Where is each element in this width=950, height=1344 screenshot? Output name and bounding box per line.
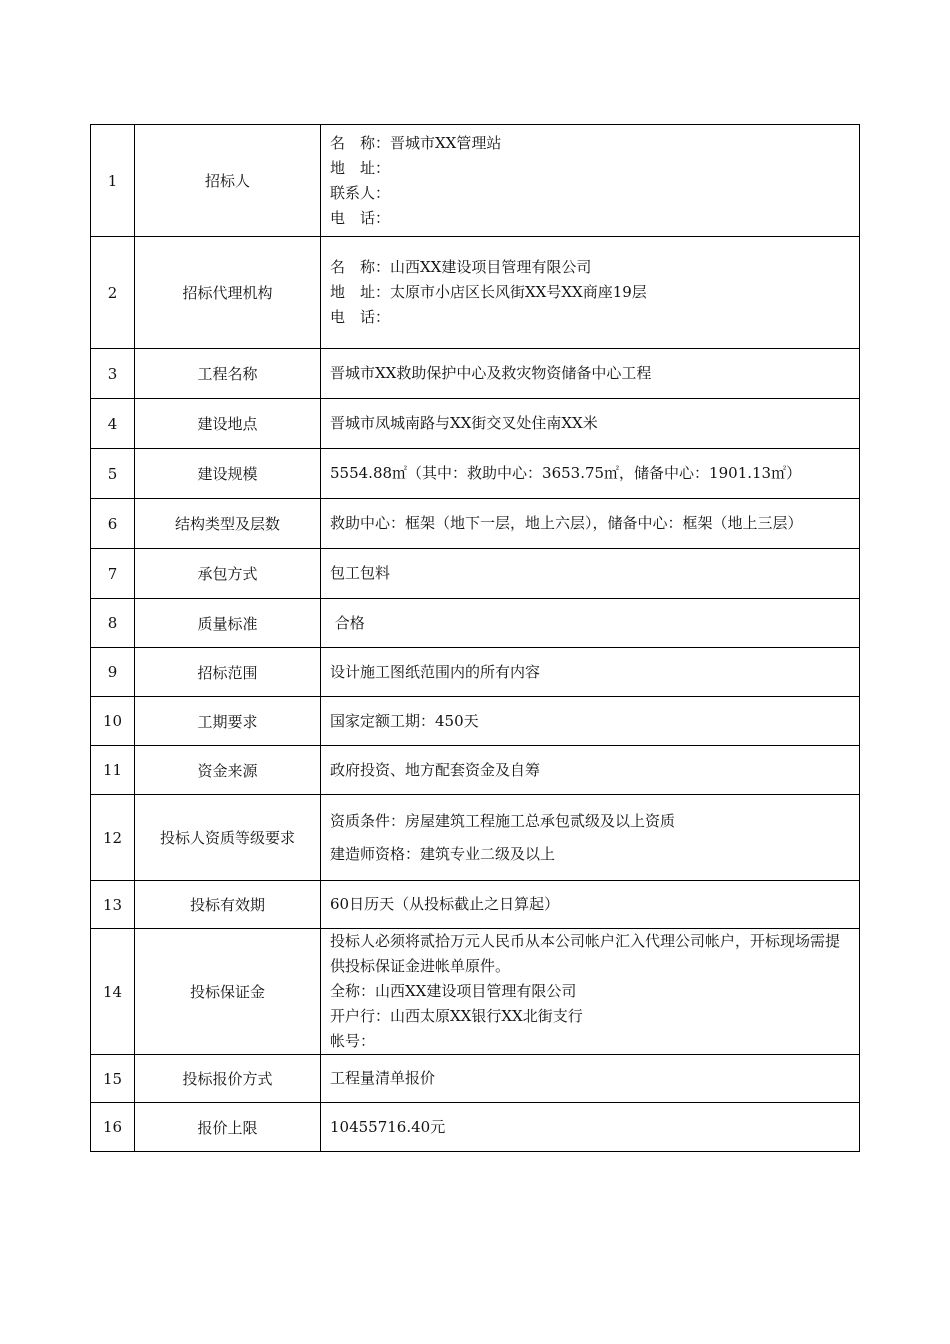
row-number: 4 bbox=[91, 399, 135, 449]
row-number: 13 bbox=[91, 881, 135, 929]
row-item: 工期要求 bbox=[135, 697, 321, 746]
content-line: 合格 bbox=[330, 613, 365, 632]
content-line: 电 话： bbox=[330, 308, 391, 326]
row-content bbox=[321, 349, 860, 399]
row-item: 投标人资质等级要求 bbox=[135, 795, 321, 881]
content-line: 晋城市凤城南路与XX街交叉处住南XX米 bbox=[330, 414, 598, 432]
content-line: 名 称：晋城市XX管理站 bbox=[330, 133, 502, 152]
row-content bbox=[321, 746, 860, 795]
row-number: 12 bbox=[91, 795, 135, 881]
row-item: 承包方式 bbox=[135, 549, 321, 599]
row-content bbox=[321, 449, 860, 499]
row-number: 10 bbox=[91, 697, 135, 746]
row-content bbox=[321, 1055, 860, 1103]
row-item: 质量标准 bbox=[135, 599, 321, 648]
table-row bbox=[91, 599, 860, 648]
row-content bbox=[321, 697, 860, 746]
content-line: 工程量清单报价 bbox=[330, 1069, 436, 1087]
table-row bbox=[91, 237, 860, 349]
row-content bbox=[321, 795, 860, 881]
row-number: 11 bbox=[91, 746, 135, 795]
row-number: 9 bbox=[91, 648, 135, 697]
table-row bbox=[91, 549, 860, 599]
row-content bbox=[321, 125, 860, 237]
content-line: 资质条件：房屋建筑工程施工总承包贰级及以上资质 bbox=[330, 811, 676, 830]
content-line: 名 称：山西XX建设项目管理有限公司 bbox=[330, 258, 592, 276]
content-line: 60日历天（从投标截止之日算起） bbox=[330, 895, 560, 913]
row-content bbox=[321, 1103, 860, 1152]
table-row bbox=[91, 1055, 860, 1103]
row-item: 资金来源 bbox=[135, 746, 321, 795]
row-number: 14 bbox=[91, 929, 135, 1055]
table-row bbox=[91, 449, 860, 499]
row-content bbox=[321, 599, 860, 648]
row-item: 投标有效期 bbox=[135, 881, 321, 929]
content-line: 包工包料 bbox=[330, 564, 391, 582]
content-line: 全称：山西XX建设项目管理有限公司 bbox=[330, 982, 577, 1000]
table-row bbox=[91, 125, 860, 237]
content-line: 晋城市XX救助保护中心及救灾物资储备中心工程 bbox=[330, 364, 652, 382]
row-item: 投标保证金 bbox=[135, 929, 321, 1055]
row-item: 建设规模 bbox=[135, 449, 321, 499]
table-row bbox=[91, 929, 860, 1055]
row-item: 投标报价方式 bbox=[135, 1055, 321, 1103]
content-paragraph: 救助中心：框架（地下一层，地上六层），储备中心：框架（地上三层） bbox=[330, 514, 803, 532]
content-line: 帐号： bbox=[330, 1032, 376, 1050]
row-item: 工程名称 bbox=[135, 349, 321, 399]
table-row bbox=[91, 399, 860, 449]
row-item: 建设地点 bbox=[135, 399, 321, 449]
row-item: 招标代理机构 bbox=[135, 237, 321, 349]
content-line: 开户行：山西太原XX银行XX北街支行 bbox=[330, 1007, 583, 1025]
row-number: 15 bbox=[91, 1055, 135, 1103]
row-item: 招标范围 bbox=[135, 648, 321, 697]
content-paragraph: 投标人必须将贰拾万元人民币从本公司帐户汇入代理公司帐户，开标现场需提供投标保证金进帐单原件。 bbox=[330, 932, 841, 975]
tender-info-table bbox=[90, 124, 860, 1152]
row-number: 16 bbox=[91, 1103, 135, 1152]
table-row bbox=[91, 881, 860, 929]
row-number: 5 bbox=[91, 449, 135, 499]
table-row bbox=[91, 648, 860, 697]
content-line: 联系人： bbox=[330, 183, 391, 202]
content-line: 电 话： bbox=[330, 208, 391, 227]
row-content bbox=[321, 237, 860, 349]
content-line: 地 址：太原市小店区长风街XX号XX商座19层 bbox=[330, 283, 647, 301]
content-line: 建造师资格：建筑专业二级及以上 bbox=[330, 844, 556, 863]
content-line: 设计施工图纸范围内的所有内容 bbox=[330, 662, 541, 681]
table-row bbox=[91, 746, 860, 795]
table-row bbox=[91, 1103, 860, 1152]
row-number: 7 bbox=[91, 549, 135, 599]
row-content bbox=[321, 499, 860, 549]
row-number: 2 bbox=[91, 237, 135, 349]
table-row bbox=[91, 349, 860, 399]
row-content bbox=[321, 549, 860, 599]
row-number: 8 bbox=[91, 599, 135, 648]
row-content bbox=[321, 648, 860, 697]
row-number: 3 bbox=[91, 349, 135, 399]
content-line: 地 址： bbox=[330, 158, 391, 177]
row-content bbox=[321, 929, 860, 1055]
row-number: 6 bbox=[91, 499, 135, 549]
content-line: 5554.88㎡（其中：救助中心：3653.75㎡，储备中心：1901.13㎡） bbox=[330, 464, 802, 482]
table-row bbox=[91, 697, 860, 746]
table-row bbox=[91, 499, 860, 549]
row-item: 结构类型及层数 bbox=[135, 499, 321, 549]
row-content bbox=[321, 881, 860, 929]
row-number: 1 bbox=[91, 125, 135, 237]
row-content bbox=[321, 399, 860, 449]
table-row bbox=[91, 795, 860, 881]
row-item: 招标人 bbox=[135, 125, 321, 237]
row-item: 报价上限 bbox=[135, 1103, 321, 1152]
content-line: 政府投资、地方配套资金及自筹 bbox=[330, 760, 541, 779]
content-line: 10455716.40元 bbox=[330, 1117, 446, 1136]
content-line: 国家定额工期：450天 bbox=[330, 711, 479, 730]
